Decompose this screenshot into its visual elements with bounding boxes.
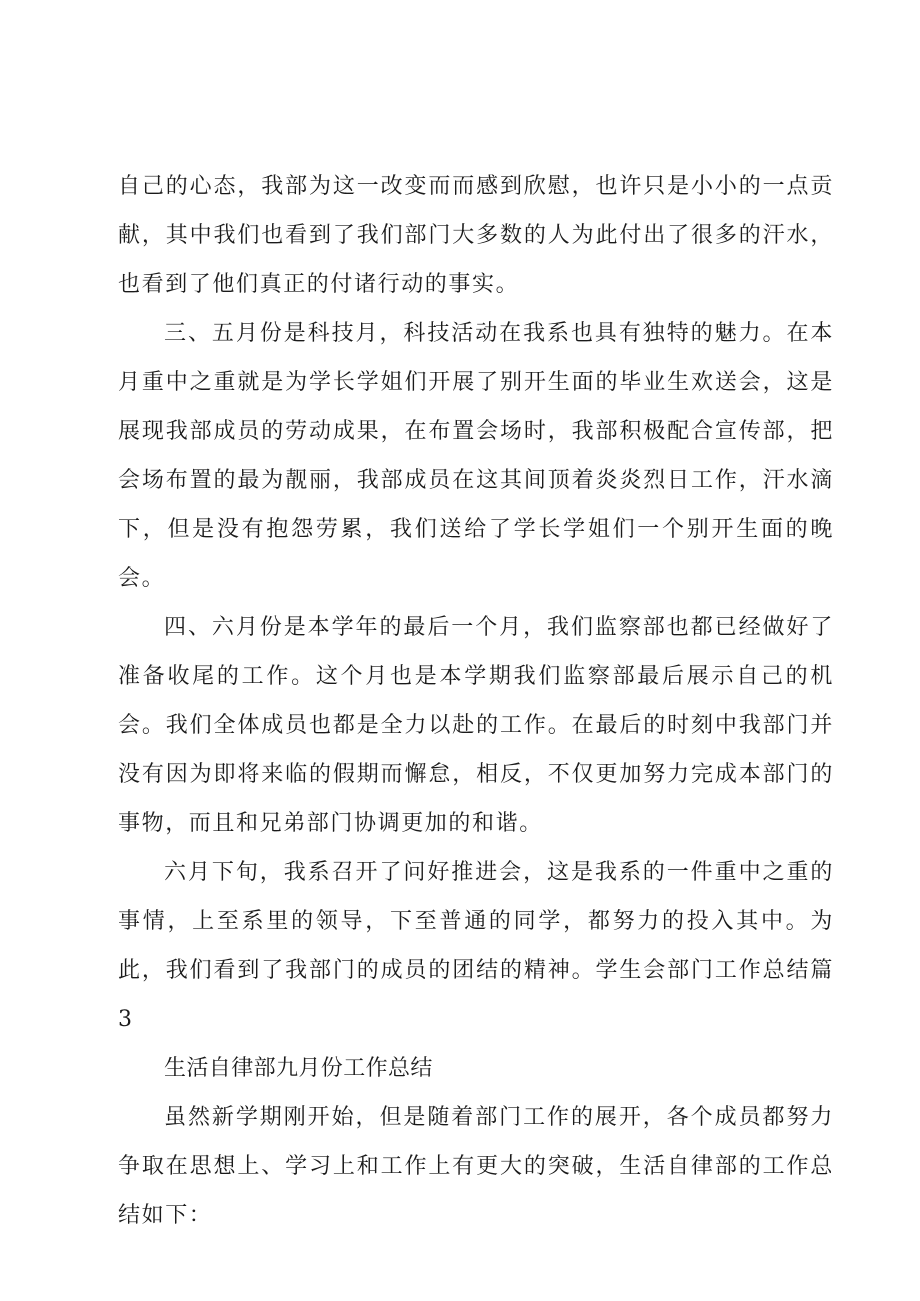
paragraph-may: 三、五月份是科技月，科技活动在我系也具有独特的魅力。在本月重中之重就是为学长学姐们开展了别开生面的毕业生欢送会，这是展现我部成员的劳动成果，在布置会场时，我部积极配合宣传部，把会场布置的最为靓丽，我部成员在这其间顶着炎炎烈日工作，汗水滴下，但是没有抱怨劳累，我们送给了学长学姐们一个别开生面的晚会。 [118,321,834,591]
paragraph-continuation: 自己的心态，我部为这一改变而而感到欣慰，也许只是小小的一点贡献，其中我们也看到了我们部门大多数的人为此付出了很多的汗水，也看到了他们真正的付诸行动的事实。 [118,174,834,297]
paragraph-september-intro: 虽然新学期刚开始，但是随着部门工作的展开，各个成员都努力争取在思想上、学习上和工作上有更大的突破，生活自律部的工作总结如下： [118,1105,834,1228]
paragraph-june: 四、六月份是本学年的最后一个月，我们监察部也都已经做好了准备收尾的工作。这个月也是本学期我们监察部最后展示自己的机会。我们全体成员也都是全力以赴的工作。在最后的时刻中我部门并没有因为即将来临的假期而懈怠，相反，不仅更加努力完成本部门的事物，而且和兄弟部门协调更加的和谐。 [118,615,834,836]
section-heading: 生活自律部九月份工作总结 [164,1056,433,1081]
paragraph-late-june: 六月下旬，我系召开了问好推进会，这是我系的一件重中之重的事情，上至系里的领导，下至普通的同学，都努力的投入其中。为此，我们看到了我部门的成员的团结的精神。学生会部门工作总结篇 3 [118,860,834,1032]
document-body [118,162,834,1240]
